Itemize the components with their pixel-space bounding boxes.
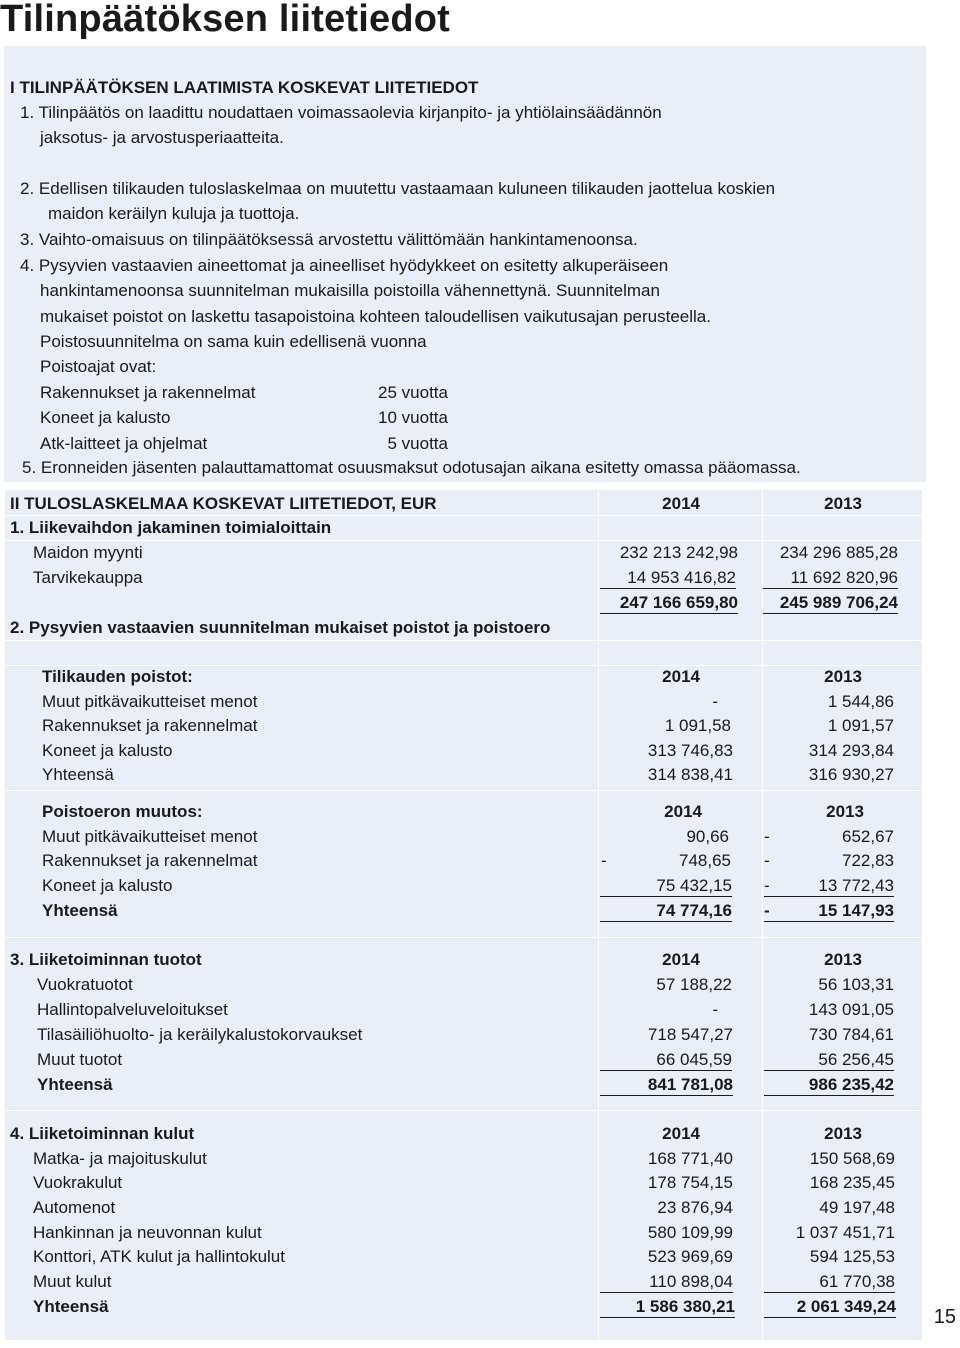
row-label: Muut tuotot: [37, 1050, 123, 1069]
value-2013: 314 293,84: [808, 741, 894, 760]
row-label: Muut pitkävaikutteiset menot: [42, 827, 258, 846]
row-label: Konttori, ATK kulut ja hallintokulut: [33, 1247, 285, 1266]
year-column-header: 2013: [824, 667, 862, 686]
page-number: 15: [933, 1306, 956, 1328]
policy-2-line1: 2. Edellisen tilikauden tuloslaskelmaa on muutettu vastaamaan kuluneen tilikauden jaottelua koskien: [20, 179, 776, 198]
policy-2-line2: maidon keräilyn kuluja ja tuottoja.: [48, 204, 300, 223]
row-label: Hallintopalveluveloitukset: [37, 1000, 228, 1019]
row-label-total: Yhteensä: [33, 1297, 109, 1316]
value-2013: 316 930,27: [808, 765, 894, 784]
value-2014: 523 969,69: [647, 1247, 733, 1266]
section2-heading: II TULOSLASKELMAA KOSKEVAT LIITETIEDOT, EUR: [10, 494, 437, 513]
depreciation-label: Atk-laitteet ja ohjelmat: [40, 434, 208, 453]
year-column-header: 2013: [826, 802, 864, 821]
value-2014: 748,65: [679, 851, 731, 870]
row-label: Yhteensä: [42, 765, 114, 784]
depreciation-value: 10 vuotta: [378, 408, 448, 427]
value-2014: 232 213 242,98: [619, 543, 738, 562]
row-label: Automenot: [33, 1198, 116, 1217]
policy-1-line2: jaksotus- ja arvostusperiaatteita.: [40, 128, 284, 147]
depreciation-label: Rakennukset ja rakennelmat: [40, 383, 256, 402]
value-2013: 56 256,45: [764, 1050, 894, 1071]
value-2013: 652,67: [842, 827, 894, 846]
sign-2013: -: [764, 901, 770, 920]
row-label: Tilasäiliöhuolto- ja keräilykalustokorvaukset: [37, 1025, 363, 1044]
grid-line: [922, 490, 923, 1340]
depreciation-value: 25 vuotta: [378, 383, 448, 402]
sign-2013: -: [764, 851, 770, 870]
year-column-header: 2014: [662, 1124, 700, 1143]
sign-2013: -: [764, 827, 770, 846]
year-column-header: 2014: [664, 802, 702, 821]
value-2013: 594 125,53: [809, 1247, 895, 1266]
value-2014: 178 754,15: [647, 1173, 733, 1192]
value-2014: 110 898,04: [600, 1272, 733, 1293]
row-label-total: Yhteensä: [42, 901, 118, 920]
year-column-header: 2014: [662, 494, 700, 513]
value-2013: 49 197,48: [819, 1198, 895, 1217]
row-label: Koneet ja kalusto: [42, 741, 173, 760]
table-subheading: Tilikauden poistot:: [42, 667, 193, 686]
row-label: Koneet ja kalusto: [42, 876, 173, 895]
policy-3: 3. Vaihto-omaisuus on tilinpäätöksessä arvostettu välittömään hankintamenoonsa.: [20, 230, 638, 249]
row-label: Rakennukset ja rakennelmat: [42, 716, 258, 735]
value-2014: 314 838,41: [647, 765, 733, 784]
total-2013: 2 061 349,24: [764, 1297, 896, 1318]
total-2013: 986 235,42: [764, 1075, 894, 1096]
total-2014: 74 774,16: [600, 901, 732, 922]
value-2013: 722,83: [842, 851, 894, 870]
year-column-header: 2013: [824, 494, 862, 513]
policy-1-line1: 1. Tilinpäätös on laadittu noudattaen voimassaolevia kirjanpito- ja yhtiölainsäädännön: [20, 103, 662, 122]
value-2013: 150 568,69: [809, 1149, 895, 1168]
row-label: Muut kulut: [33, 1272, 112, 1291]
value-2013: 1 091,57: [827, 716, 894, 735]
row-label: Muut pitkävaikutteiset menot: [42, 692, 258, 711]
year-column-header: 2014: [662, 950, 700, 969]
grid-line: [4, 937, 922, 938]
value-2013: 234 296 885,28: [779, 543, 898, 562]
value-2014: 23 876,94: [657, 1198, 733, 1217]
value-2014: 14 953 416,82: [600, 568, 736, 589]
value-2013: 1 037 451,71: [795, 1223, 895, 1242]
policy-4-line5: Poistoajat ovat:: [40, 357, 157, 376]
value-2014: -: [712, 692, 718, 711]
grid-line: [4, 515, 922, 516]
total-2014: 841 781,08: [600, 1075, 733, 1096]
value-2013: 11 692 820,96: [763, 568, 898, 589]
value-2014: 57 188,22: [656, 975, 732, 994]
page-title: Tilinpäätöksen liitetiedot: [0, 0, 451, 40]
year-column-header: 2013: [824, 950, 862, 969]
policy-4-line3: mukaiset poistot on laskettu tasapoistoina kohteen taloudellisen vaikutusajan perusteella.: [40, 307, 711, 326]
value-2014: 168 771,40: [647, 1149, 733, 1168]
subsection-heading: 1. Liikevaihdon jakaminen toimialoittain: [10, 518, 332, 537]
grid-line: [4, 1110, 922, 1111]
grid-line: [4, 540, 922, 541]
grid-line: [4, 665, 922, 666]
total-2014: 1 586 380,21: [600, 1297, 735, 1318]
sign-2014: -: [601, 851, 607, 870]
policy-4-line4: Poistosuunnitelma on sama kuin edellisenä vuonna: [40, 332, 427, 351]
grid-line: [4, 640, 922, 641]
row-label: Rakennukset ja rakennelmat: [42, 851, 258, 870]
year-column-header: 2014: [662, 667, 700, 686]
row-label: Maidon myynti: [33, 543, 143, 562]
subsection-heading: 2. Pysyvien vastaavien suunnitelman mukaiset poistot ja poistoero: [10, 618, 551, 637]
row-label: Tarvikekauppa: [33, 568, 143, 587]
table-subheading: Poistoeron muutos:: [42, 802, 203, 821]
value-2014: 718 547,27: [647, 1025, 733, 1044]
value-2014: 90,66: [686, 827, 729, 846]
row-label: Vuokrakulut: [33, 1173, 123, 1192]
sign-2013: -: [764, 876, 770, 895]
value-2013: 61 770,38: [764, 1272, 895, 1293]
total-2013: 15 147,93: [764, 901, 894, 922]
value-2013: 56 103,31: [818, 975, 894, 994]
depreciation-value: 5 vuotta: [387, 434, 448, 453]
year-column-header: 2013: [824, 1124, 862, 1143]
subsection-heading: 3. Liiketoiminnan tuotot: [10, 950, 202, 969]
row-label: Vuokratuotot: [37, 975, 133, 994]
row-label: Hankinnan ja neuvonnan kulut: [33, 1223, 262, 1242]
row-label: Matka- ja majoituskulut: [33, 1149, 207, 1168]
policy-4-line1: 4. Pysyvien vastaavien aineettomat ja aineelliset hyödykkeet on esitetty alkuperäiseen: [20, 256, 669, 275]
total-2014: 247 166 659,80: [600, 593, 738, 614]
value-2014: -: [712, 1000, 718, 1019]
section1-heading: I TILINPÄÄTÖKSEN LAATIMISTA KOSKEVAT LIITETIEDOT: [10, 78, 479, 97]
subsection-heading: 4. Liiketoiminnan kulut: [10, 1124, 195, 1143]
grid-line: [598, 490, 599, 1340]
value-2014: 66 045,59: [600, 1050, 732, 1071]
value-2013: 168 235,45: [809, 1173, 895, 1192]
row-label-total: Yhteensä: [37, 1075, 113, 1094]
policy-4-line2: hankintamenoonsa suunnitelman mukaisilla poistoilla vähennettynä. Suunnitelman: [40, 281, 660, 300]
value-2014: 75 432,15: [600, 876, 732, 897]
value-2014: 580 109,99: [647, 1223, 733, 1242]
value-2013: 143 091,05: [808, 1000, 894, 1019]
depreciation-label: Koneet ja kalusto: [40, 408, 171, 427]
grid-line: [4, 790, 922, 791]
value-2013: 13 772,43: [764, 876, 894, 897]
total-2013: 245 989 706,24: [763, 593, 898, 614]
value-2013: 730 784,61: [808, 1025, 894, 1044]
value-2014: 1 091,58: [664, 716, 731, 735]
value-2013: 1 544,86: [827, 692, 894, 711]
policy-5: 5. Eronneiden jäsenten palauttamattomat osuusmaksut odotusajan aikana esitetty omassa pääomassa.: [22, 458, 801, 477]
value-2014: 313 746,83: [647, 741, 733, 760]
